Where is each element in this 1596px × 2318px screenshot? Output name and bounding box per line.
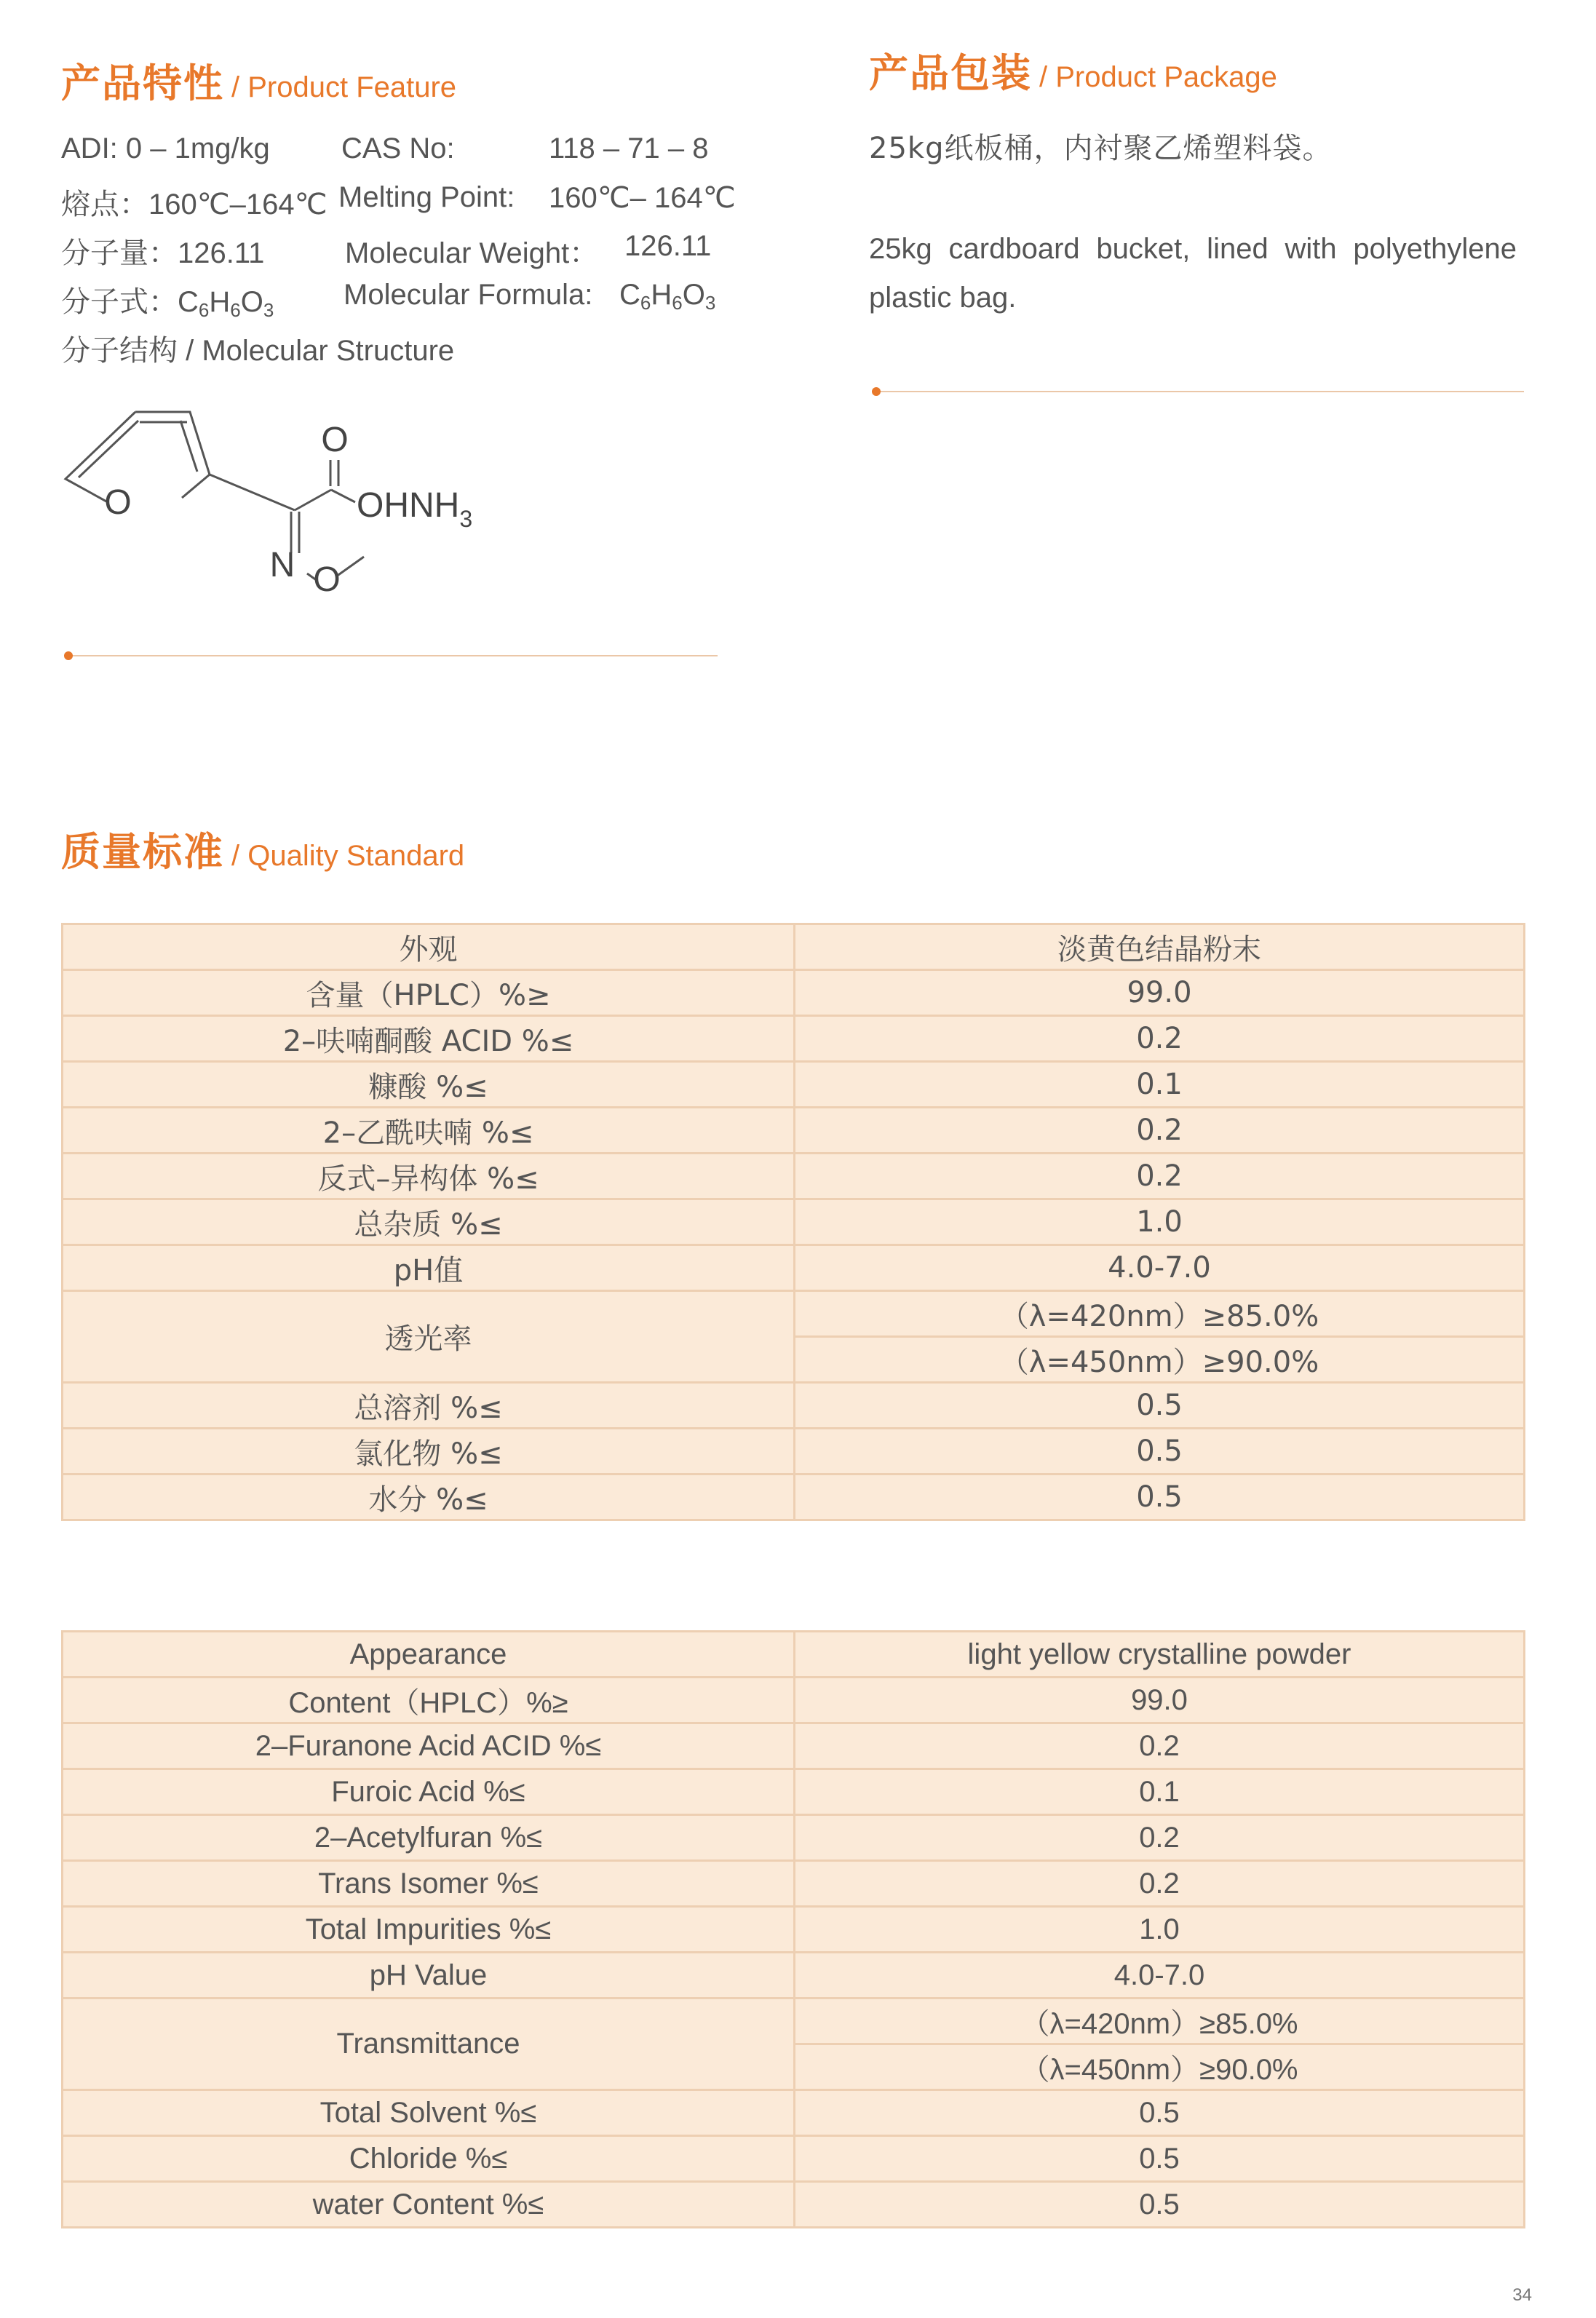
spec-row xyxy=(61,328,731,376)
spec-label: 总杂质 %≤ xyxy=(63,1199,795,1245)
spec-value: 1.0 xyxy=(795,1199,1525,1245)
spec-value: 4.0-7.0 xyxy=(795,1245,1525,1291)
spec-mw-value: 126.11 xyxy=(624,230,712,262)
spec-row xyxy=(61,132,731,181)
spec-value: 0.2 xyxy=(795,1723,1525,1769)
spec-label: 透光率 xyxy=(63,1291,795,1383)
spec-formula-value: $C_6H_6O_3$ xyxy=(619,279,716,314)
divider-dot xyxy=(872,387,881,396)
bond xyxy=(210,475,295,510)
spec-value: 4.0-7.0 xyxy=(795,1953,1525,1999)
spec-label: Content（HPLC）%≥ xyxy=(63,1678,795,1723)
spec-label: 反式–异构体 %≤ xyxy=(63,1154,795,1199)
package-divider xyxy=(873,391,1524,392)
spec-label: 2–Acetylfuran %≤ xyxy=(63,1815,795,1861)
table-row xyxy=(63,1474,1525,1520)
quality-standard-title xyxy=(61,821,464,877)
spec-label: 外观 xyxy=(63,924,795,970)
methoxy-oxygen-label: O xyxy=(313,560,341,599)
spec-formula-zh: 分子式：$C_6H_6O_3$ xyxy=(61,286,274,321)
spec-label: Transmittance xyxy=(63,1999,795,2090)
spec-value: 99.0 xyxy=(795,1678,1525,1723)
spec-label: 糠酸 %≤ xyxy=(63,1062,795,1108)
product-package-title-en: / Product Package xyxy=(1039,61,1277,93)
spec-label: Total Solvent %≤ xyxy=(63,2090,795,2136)
package-text-en: 25kg cardboard bucket, lined with polyethylene plastic bag. xyxy=(869,233,1517,314)
product-package-text xyxy=(869,125,1517,322)
spec-label: 2–Furanone Acid ACID %≤ xyxy=(63,1723,795,1769)
table-row xyxy=(63,1632,1525,1678)
quality-standard-title-en: / Quality Standard xyxy=(231,840,465,872)
spec-label: pH Value xyxy=(63,1953,795,1999)
furan-ring-bond xyxy=(135,412,210,498)
table-row xyxy=(63,2182,1525,2228)
table-row xyxy=(63,1678,1525,1723)
table-row xyxy=(63,1291,1525,1337)
table-row xyxy=(63,2136,1525,2182)
product-feature-title xyxy=(61,52,456,108)
spec-value: 0.2 xyxy=(795,1154,1525,1199)
table-row xyxy=(63,970,1525,1016)
ohnh-label: $OHNH_3$ xyxy=(357,486,473,532)
bond xyxy=(295,490,331,510)
spec-value: （λ=450nm）≥90.0% xyxy=(795,1337,1525,1383)
spec-label: Trans Isomer %≤ xyxy=(63,1861,795,1907)
structure-label: 分子结构 / Molecular Structure xyxy=(61,335,455,367)
table-row xyxy=(63,1907,1525,1953)
spec-value: （λ=420nm）≥85.0% xyxy=(795,1999,1525,2044)
spec-label: 总溶剂 %≤ xyxy=(63,1383,795,1429)
spec-mw-zh: 分子量：126.11 xyxy=(61,237,265,269)
table-row xyxy=(63,1016,1525,1062)
table-row xyxy=(63,1062,1525,1108)
spec-value: light yellow crystalline powder xyxy=(795,1632,1525,1678)
spec-value: 0.5 xyxy=(795,2136,1525,2182)
spec-melting-label: Melting Point: xyxy=(338,181,515,213)
product-package-title-zh: 产品包装 xyxy=(869,50,1032,96)
spec-label: 含量（HPLC）%≥ xyxy=(63,970,795,1016)
spec-label: 水分 %≤ xyxy=(63,1474,795,1520)
quality-standard-title-zh: 质量标准 xyxy=(61,829,224,875)
table-row xyxy=(63,1429,1525,1474)
spec-value: 0.2 xyxy=(795,1016,1525,1062)
spec-label: Chloride %≤ xyxy=(63,2136,795,2182)
spec-value: 0.5 xyxy=(795,1383,1525,1429)
table-row xyxy=(63,924,1525,970)
quality-table-zh xyxy=(61,923,1525,1521)
table-row xyxy=(63,2090,1525,2136)
spec-melting-value: 160℃– 164℃ xyxy=(549,182,736,214)
spec-value: 0.2 xyxy=(795,1815,1525,1861)
spec-value: 0.2 xyxy=(795,1108,1525,1154)
spec-value: 0.5 xyxy=(795,1429,1525,1474)
divider-dot xyxy=(64,651,73,660)
formula-label-zh: 分子式： xyxy=(61,286,178,318)
spec-value: （λ=420nm）≥85.0% xyxy=(795,1291,1525,1337)
spec-value: 0.5 xyxy=(795,2090,1525,2136)
nitrogen-label: N xyxy=(269,546,295,584)
bond xyxy=(331,490,355,502)
spec-row xyxy=(61,230,731,279)
product-package-title xyxy=(869,42,1277,98)
product-feature-title-zh: 产品特性 xyxy=(61,60,224,106)
ring-oxygen-label: O xyxy=(104,483,132,522)
spec-label: 2–呋喃酮酸 ACID %≤ xyxy=(63,1016,795,1062)
spec-label: water Content %≤ xyxy=(63,2182,795,2228)
table-row xyxy=(63,1953,1525,1999)
spec-value: 1.0 xyxy=(795,1907,1525,1953)
spec-value: 0.2 xyxy=(795,1861,1525,1907)
page-number: 34 xyxy=(1512,2285,1532,2305)
spec-adi: ADI: 0 – 1mg/kg xyxy=(61,132,270,164)
table-row xyxy=(63,1999,1525,2044)
spec-value: 0.1 xyxy=(795,1769,1525,1815)
table-row xyxy=(63,1108,1525,1154)
spec-label: pH值 xyxy=(63,1245,795,1291)
table-row xyxy=(63,1199,1525,1245)
spec-label: Appearance xyxy=(63,1632,795,1678)
spec-value: 99.0 xyxy=(795,970,1525,1016)
product-feature-title-en: / Product Feature xyxy=(231,71,457,103)
spec-label: Furoic Acid %≤ xyxy=(63,1769,795,1815)
spec-value: 0.5 xyxy=(795,2182,1525,2228)
spec-value: 0.5 xyxy=(795,1474,1525,1520)
spec-label: 氯化物 %≤ xyxy=(63,1429,795,1474)
spec-row xyxy=(61,181,736,230)
spec-label: 2–乙酰呋喃 %≤ xyxy=(63,1108,795,1154)
spec-row xyxy=(61,279,731,328)
furan-double-bond xyxy=(79,421,138,477)
spec-value: 淡黄色结晶粉末 xyxy=(795,924,1525,970)
feature-divider xyxy=(65,655,718,656)
table-row xyxy=(63,1861,1525,1907)
table-row xyxy=(63,1154,1525,1199)
package-text-zh: 25kg纸板桶，内衬聚乙烯塑料袋。 xyxy=(869,132,1333,165)
table-row xyxy=(63,1245,1525,1291)
product-feature-specs xyxy=(61,132,736,376)
carbonyl-oxygen-label: O xyxy=(321,421,349,459)
spec-value: （λ=450nm）≥90.0% xyxy=(795,2044,1525,2090)
spec-melting-zh: 熔点：160℃–164℃ xyxy=(61,188,327,221)
spec-value: 0.1 xyxy=(795,1062,1525,1108)
molecular-structure-diagram xyxy=(58,393,539,626)
spec-label: Total Impurities %≤ xyxy=(63,1907,795,1953)
spec-mw-label: Molecular Weight： xyxy=(345,237,599,269)
table-row xyxy=(63,1383,1525,1429)
spec-formula-label: Molecular Formula: xyxy=(344,279,593,311)
table-row xyxy=(63,1723,1525,1769)
quality-table-en xyxy=(61,1630,1525,2228)
table-row xyxy=(63,1769,1525,1815)
methyl-bond xyxy=(336,557,364,576)
spec-cas-value: 118 – 71 – 8 xyxy=(549,132,709,164)
table-row xyxy=(63,1815,1525,1861)
spec-cas-label: CAS No: xyxy=(341,132,455,164)
